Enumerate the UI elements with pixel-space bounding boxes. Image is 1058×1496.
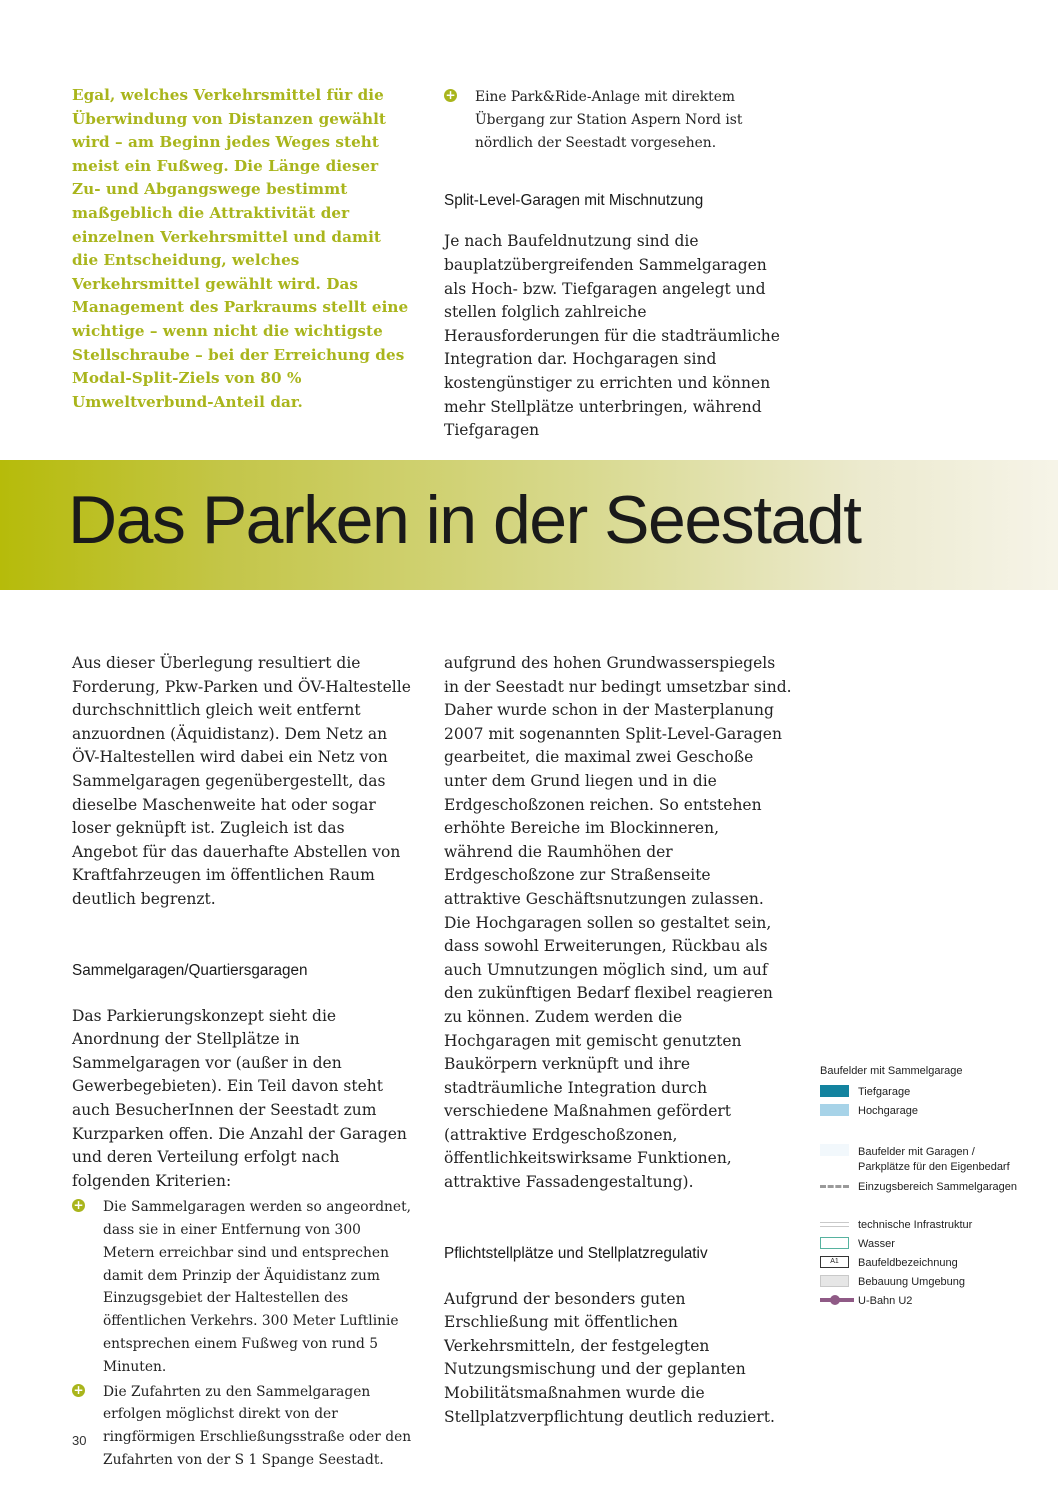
list-item: [72, 1381, 412, 1472]
criteria-list: [72, 1196, 412, 1472]
section-heading-split-level: Split-Level-Garagen mit Mischnutzung: [444, 192, 704, 210]
bullet-text: Die Zufahrten zu den Sammelgaragen erfolgen möglichst direkt von der ringförmigen Erschließungsstraße oder den Zufahrten von der S 1 Spange Seestadt.: [103, 1383, 412, 1469]
tiefgarage-swatch: [820, 1085, 849, 1097]
bebauung-swatch: [820, 1275, 849, 1287]
ubahn-line-icon: [820, 1293, 854, 1307]
infrastruktur-line: [820, 1222, 849, 1227]
legend-row-baufeld: [820, 1255, 1054, 1274]
baufeld-code-box: A1: [820, 1256, 849, 1268]
legend-row-hochgarage: [820, 1103, 1054, 1122]
bullet-text: Eine Park&Ride-Anlage mit direktem Übergang zur Station Aspern Nord ist nördlich der Seestadt vorgesehen.: [475, 89, 743, 151]
legend-row-bebauung: [820, 1274, 1054, 1293]
legend-label: Tiefgarage: [858, 1086, 911, 1098]
left-paragraph-2: Das Parkierungskonzept sieht die Anordnung der Stellplätze in Sammelgaragen vor (außer in den Gewerbegebieten). Ein Teil davon steht auch BesucherInnen der Seestadt zum Kurzparken offen. Die Anzahl der Garagen und deren Verteilung erfolgt nach folgenden Kriterien:: [72, 1006, 407, 1190]
section-heading-sammelgaragen: Sammelgaragen/Quartiersgaragen: [72, 961, 308, 979]
chapter-banner: [0, 460, 1058, 590]
bullet-text: Die Sammelgaragen werden so angeordnet, dass sie in einer Entfernung von 300 Metern erreichbar sind und entsprechen damit dem Prinzip der Äquidistanz zum Einzugsgebiet der Haltestellen des öffentlichen Verkehrs. 300 Meter Luftlinie entsprechen einem Fußweg von rund 5 Minuten.: [103, 1199, 412, 1375]
einzugsbereich-line: [820, 1185, 849, 1188]
wasser-swatch: [820, 1237, 849, 1249]
top-bullet-list: [444, 86, 792, 154]
legend-label: technische Infrastruktur: [858, 1219, 973, 1231]
legend-label: Baufeldbezeichnung: [858, 1257, 958, 1269]
plus-bullet-icon: +: [445, 88, 456, 102]
list-item: [72, 1196, 412, 1378]
legend-label: Baufelder mit Garagen / Parkplätze für den Eigenbedarf: [858, 1146, 1010, 1173]
intro-quote: Egal, welches Verkehrsmittel für die Überwindung von Distanzen gewählt wird – am Beginn jedes Weges steht meist ein Fußweg. Die Länge dieser Zu- und Abgangswege bestimmt maßgeblich die Attraktivität der einzelnen Verkehrsmittel und damit die Entscheidung, welches Verkehrsmittel gewählt wird. Das Management des Parkraums stellt eine wichtige – wenn nicht die wichtigste Stellschraube – bei der Erreichung des Modal-Split-Ziels von 80 % Umweltverbund-Anteil dar.: [72, 86, 409, 411]
eigenbedarf-swatch: [820, 1144, 849, 1156]
legend-label: U-Bahn U2: [858, 1295, 913, 1307]
page-number: 30: [72, 1433, 87, 1448]
plus-bullet-icon: +: [73, 1198, 84, 1213]
legend-label: Einzugsbereich Sammelgaragen: [858, 1181, 1017, 1193]
legend-row-wasser: [820, 1236, 1054, 1255]
legend-row-eigenbedarf: [820, 1143, 1054, 1175]
left-column: [72, 652, 412, 1474]
middle-paragraph-3: Aufgrund der besonders guten Erschließung mit öffentlichen Verkehrsmitteln, der festgelegten Nutzungsmischung und der geplanten Mobilitätsmaßnahmen wurde die Stellplatzverpflichtung deutlich reduziert.: [444, 1289, 775, 1426]
middle-paragraph-1: aufgrund des hohen Grundwasserspiegels in der Seestadt nur bedingt umsetzbar sind. Daher wurde schon in der Masterplanung 2007 mit sogenannten Split-Level-Garagen gearbeitet, die maximal zwei Geschoße unter dem Grund liegen und in die Erdgeschoßzonen reichen. So entstehen erhöhte Bereiche im Blockinneren, während die Raumhöhen der Erdgeschoßzone zur Straßenseite attraktive Geschäftsnutzungen zulassen.: [444, 654, 792, 908]
plus-bullet-icon: +: [73, 1382, 84, 1397]
map-legend: [820, 1065, 1054, 1312]
legend-label: Wasser: [858, 1238, 895, 1250]
section-heading-pflichtstellplaetze: Pflichtstellplätze und Stellplatzregulativ: [444, 1244, 708, 1262]
list-item: [444, 86, 792, 154]
legend-label: Hochgarage: [858, 1105, 918, 1117]
split-level-paragraph: Je nach Baufeldnutzung sind die bauplatzübergreifenden Sammelgaragen als Hoch- bzw. Tiefgaragen angelegt und stellen folglich zahlreiche Herausforderungen für die stadträumliche Integration dar. Hochgaragen sind kostengünstiger zu errichten und können mehr Stellplätze unterbringen, während Tiefgaragen: [444, 232, 780, 440]
hochgarage-swatch: [820, 1104, 849, 1116]
middle-column: [444, 652, 792, 1429]
legend-title: Baufelder mit Sammelgarage: [820, 1065, 963, 1077]
legend-row-tiefgarage: [820, 1084, 1054, 1103]
left-paragraph-1: Aus dieser Überlegung resultiert die Forderung, Pkw-Parken und ÖV-Haltestelle durchschnittlich gleich weit entfernt anzuordnen (Äquidistanz). Dem Netz an ÖV-Haltestellen wird dabei ein Netz von Sammelgaragen gegenübergestellt, das dieselbe Maschenweite hat oder sogar loser geknüpft ist. Zugleich ist das Angebot für das dauerhafte Abstellen von Kraftfahrzeugen im öffentlichen Raum deutlich begrenzt.: [72, 654, 411, 908]
legend-label: Bebauung Umgebung: [858, 1276, 966, 1288]
legend-row-infrastruktur: [820, 1217, 1054, 1236]
legend-row-einzugsbereich: [820, 1179, 1054, 1198]
top-right-column: [444, 86, 792, 443]
chapter-title: Das Parken in der Seestadt: [68, 482, 861, 558]
legend-row-ubahn: [820, 1293, 1054, 1312]
middle-paragraph-2: Die Hochgaragen sollen so gestaltet sein, dass sowohl Erweiterungen, Rückbau als auch Umnutzungen möglich sind, um auf den zukünftigen Bedarf flexibel reagieren zu können. Zudem werden die Hochgaragen mit gemischt genutzten Baukörpern verknüpft und ihre stadträumliche Integration durch verschiedene Maßnahmen gefördert (attraktive Erdgeschoßzonen, öffentlichkeitswirksame Funktionen, attraktive Fassadengestaltung).: [444, 913, 773, 1192]
